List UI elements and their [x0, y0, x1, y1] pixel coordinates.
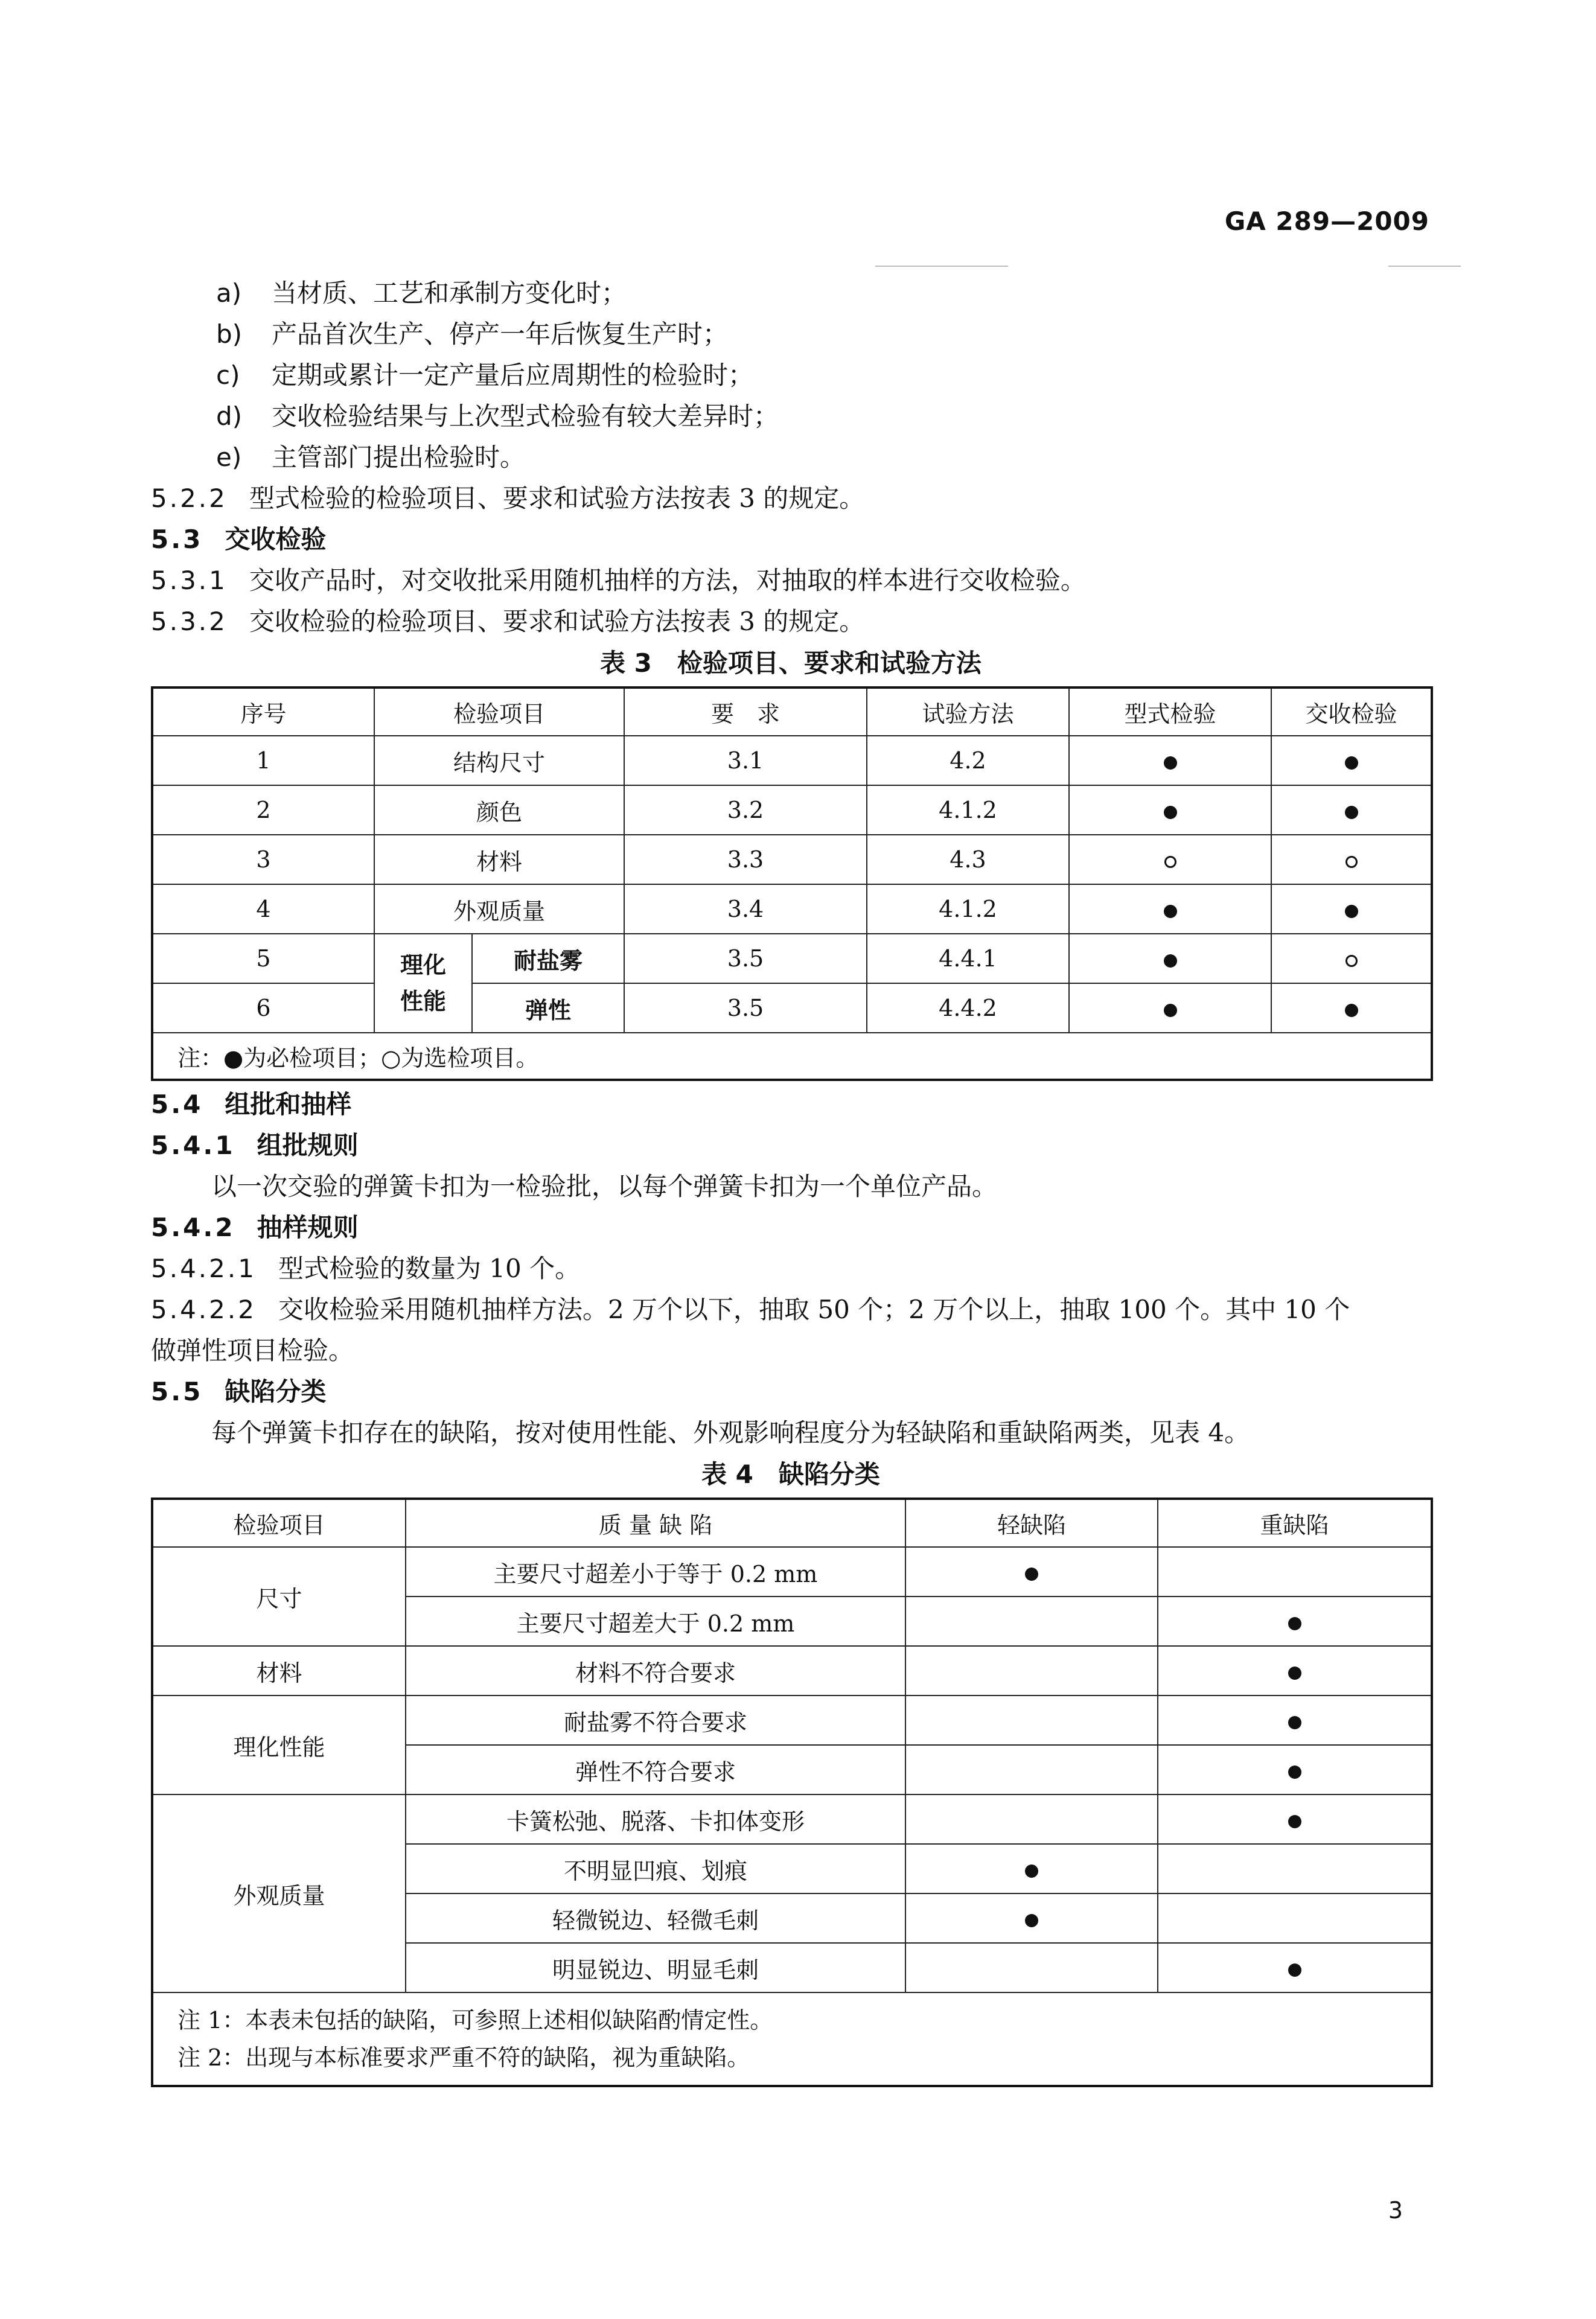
filled-dot-icon: [1164, 905, 1177, 918]
note-line: 注 2：出现与本标准要求严重不符的缺陷，视为重缺陷。: [177, 2044, 750, 2071]
table-row: 6 弹性 3.5 4.4.2: [152, 983, 1432, 1033]
filled-dot-icon: [1025, 1568, 1038, 1581]
heading-5-4: 5.4 组批和抽样: [151, 1089, 352, 1119]
major-defect-cell: [1158, 1844, 1432, 1893]
hollow-circle-icon: [1345, 955, 1358, 967]
minor-defect-cell: [905, 1646, 1158, 1695]
mark-cell: [1069, 934, 1271, 983]
mark-cell: [1271, 884, 1432, 934]
defect-cell: 明显锐边、明显毛刺: [406, 1943, 905, 1992]
filled-dot-icon: [1164, 756, 1177, 770]
minor-defect-cell: [905, 1597, 1158, 1646]
filled-dot-icon: [1288, 1963, 1301, 1977]
defect-cell: 卡簧松弛、脱落、卡扣体变形: [406, 1794, 905, 1844]
table-3-caption: 表 3 检验项目、要求和试验方法: [600, 648, 982, 678]
minor-defect-cell: [905, 1547, 1158, 1597]
standard-code: GA 289—2009: [1224, 206, 1429, 236]
minor-defect-cell: [905, 1794, 1158, 1844]
minor-defect-cell: [905, 1745, 1158, 1794]
minor-defect-cell: [905, 1695, 1158, 1745]
mark-cell: [1271, 983, 1432, 1033]
defect-cell: 主要尺寸超差大于 0.2 mm: [406, 1597, 905, 1646]
list-text: 主管部门提出检验时。: [272, 442, 526, 472]
table-row: 2 颜色 3.2 4.1.2: [152, 785, 1432, 835]
defect-cell: 材料不符合要求: [406, 1646, 905, 1695]
list-marker: c): [216, 360, 240, 390]
list-marker: d): [216, 401, 243, 431]
condition-list: [151, 275, 1431, 480]
clause-5-4-2-2: 5.4.2.2 交收检验采用随机抽样方法。2 万个以下，抽取 50 个；2 万个以上，抽取 100 个。其中 10 个: [151, 1295, 1350, 1324]
filled-dot-icon: [1288, 1667, 1301, 1680]
table-row: [152, 1646, 1432, 1695]
filled-dot-icon: [1345, 1004, 1358, 1017]
list-text: 产品首次生产、停产一年后恢复生产时；: [272, 319, 729, 349]
table-4-header: 检验项目 质 量 缺 陷 轻缺陷 重缺陷: [152, 1499, 1432, 1547]
mark-cell: [1069, 736, 1271, 785]
major-defect-cell: [1158, 1695, 1432, 1745]
hollow-circle-icon: [1164, 856, 1176, 868]
minor-defect-cell: [905, 1943, 1158, 1992]
clause-5-2-2: 5.2.2 型式检验的检验项目、要求和试验方法按表 3 的规定。: [151, 483, 865, 513]
filled-dot-icon: [1288, 1766, 1301, 1779]
list-item: [151, 357, 1431, 398]
clause-5-4-2-2-continued: 做弹性项目检验。: [151, 1336, 354, 1365]
mark-cell: [1069, 785, 1271, 835]
table-row: 1 结构尺寸 3.1 4.2: [152, 736, 1432, 785]
mark-cell: [1069, 983, 1271, 1033]
filled-dot-icon: [1025, 1914, 1038, 1927]
table-4-caption: 表 4 缺陷分类: [701, 1459, 880, 1489]
table-row: [152, 1794, 1432, 1844]
table-note: [152, 1992, 1432, 2086]
paragraph: 每个弹簧卡扣存在的缺陷，按对使用性能、外观影响程度分为轻缺陷和重缺陷两类，见表 4。: [211, 1418, 1250, 1447]
inspection-item-cell: 理化性能: [152, 1695, 406, 1794]
list-text: 当材质、工艺和承制方变化时；: [272, 278, 627, 308]
list-marker: a): [216, 278, 242, 308]
scan-artifact: [875, 266, 1008, 267]
minor-defect-cell: [905, 1844, 1158, 1893]
inspection-item-cell: 材料: [152, 1646, 406, 1695]
mark-cell: [1271, 934, 1432, 983]
table-3: [151, 686, 1433, 1081]
table-row: 5 理化 性能 耐盐雾 3.5 4.4.1: [152, 934, 1432, 983]
heading-5-5: 5.5 缺陷分类: [151, 1377, 327, 1406]
list-item: [151, 398, 1431, 439]
filled-dot-icon: [1288, 1617, 1301, 1630]
table-row: 3 材料 3.3 4.3: [152, 835, 1432, 884]
major-defect-cell: [1158, 1943, 1432, 1992]
defect-cell: 主要尺寸超差小于等于 0.2 mm: [406, 1547, 905, 1597]
filled-dot-icon: [1288, 1815, 1301, 1828]
clause-5-4-2-1: 5.4.2.1 型式检验的数量为 10 个。: [151, 1254, 581, 1283]
major-defect-cell: [1158, 1745, 1432, 1794]
note-line: 注 1：本表未包括的缺陷，可参照上述相似缺陷酌情定性。: [177, 2007, 773, 2034]
table-row: [152, 1695, 1432, 1745]
table-note: 注：●为必检项目；○为选检项目。: [152, 1033, 1432, 1080]
list-text: 定期或累计一定产量后应周期性的检验时；: [272, 360, 754, 390]
major-defect-cell: [1158, 1597, 1432, 1646]
heading-5-4-2: 5.4.2 抽样规则: [151, 1213, 359, 1242]
defect-cell: 弹性不符合要求: [406, 1745, 905, 1794]
filled-dot-icon: [1164, 1004, 1177, 1017]
filled-dot-icon: [1164, 806, 1177, 819]
major-defect-cell: [1158, 1547, 1432, 1597]
defect-cell: 轻微锐边、轻微毛刺: [406, 1893, 905, 1943]
list-item: [151, 439, 1431, 480]
major-defect-cell: [1158, 1893, 1432, 1943]
filled-dot-icon: [1288, 1716, 1301, 1729]
filled-dot-icon: [1345, 905, 1358, 918]
list-marker: b): [216, 319, 243, 349]
inspection-item-cell: 外观质量: [152, 1794, 406, 1992]
minor-defect-cell: [905, 1893, 1158, 1943]
list-item: [151, 316, 1431, 357]
list-text: 交收检验结果与上次型式检验有较大差异时；: [272, 401, 779, 431]
clause-5-3-2: 5.3.2 交收检验的检验项目、要求和试验方法按表 3 的规定。: [151, 607, 865, 636]
mark-cell: [1271, 785, 1432, 835]
defect-cell: 不明显凹痕、划痕: [406, 1844, 905, 1893]
major-defect-cell: [1158, 1646, 1432, 1695]
major-defect-cell: [1158, 1794, 1432, 1844]
filled-dot-icon: [1345, 806, 1358, 819]
scan-artifact: [1388, 266, 1461, 267]
filled-dot-icon: [1164, 954, 1177, 968]
mark-cell: [1271, 835, 1432, 884]
filled-dot-icon: [1025, 1864, 1038, 1878]
mark-cell: [1069, 835, 1271, 884]
table-row: [152, 1547, 1432, 1597]
document-body: [151, 275, 1431, 2087]
mark-cell: [1069, 884, 1271, 934]
table-3-header: 序号 检验项目 要 求 试验方法 型式检验 交收检验: [152, 687, 1432, 736]
clause-5-3-1: 5.3.1 交收产品时，对交收批采用随机抽样的方法，对抽取的样本进行交收检验。: [151, 566, 1086, 595]
list-item: [151, 275, 1431, 316]
hollow-circle-icon: [1345, 856, 1358, 868]
table-row: 4 外观质量 3.4 4.1.2: [152, 884, 1432, 934]
page-number: 3: [1388, 2197, 1403, 2224]
heading-5-3: 5.3 交收检验: [151, 525, 327, 554]
filled-dot-icon: [1345, 756, 1358, 770]
table-4: [151, 1498, 1433, 2087]
defect-cell: 耐盐雾不符合要求: [406, 1695, 905, 1745]
list-marker: e): [216, 442, 242, 472]
group-cell-physical-chemical: 理化 性能: [374, 934, 472, 1033]
mark-cell: [1271, 736, 1432, 785]
inspection-item-cell: 尺寸: [152, 1547, 406, 1646]
heading-5-4-1: 5.4.1 组批规则: [151, 1131, 359, 1160]
paragraph: 以一次交验的弹簧卡扣为一检验批，以每个弹簧卡扣为一个单位产品。: [211, 1172, 998, 1201]
